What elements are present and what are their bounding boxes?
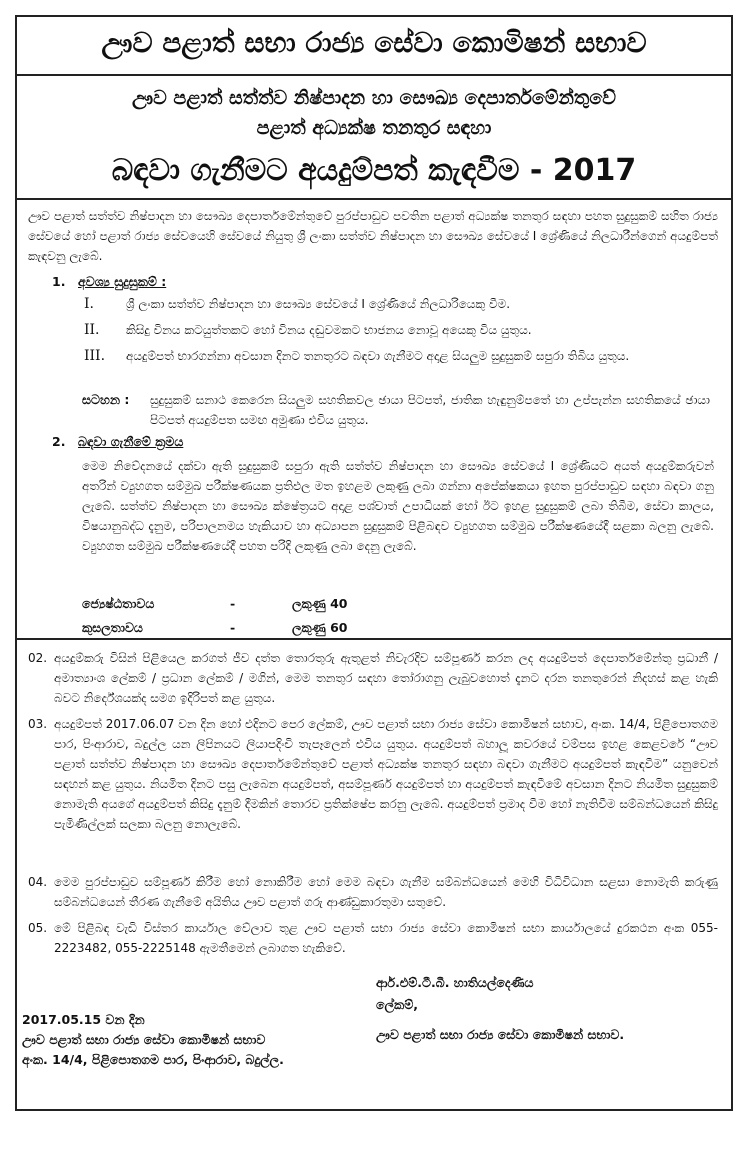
requirement-text: කිසිදු විනය කටයුත්තකට හෝ විනය දඬුවමකට භාජනය නොවූ අයෙකු විය යුතුය. (126, 323, 532, 337)
requirement-text: ශ්‍රී ලංකා සත්ත්ව නිෂ්පාදන හා සෞඛ්‍ය සේවයේ I ශ්‍රේණියේ නිලධාරියෙකු වීම. (126, 297, 511, 311)
section-number: 1. (52, 274, 66, 289)
requirement-item (84, 320, 704, 340)
score-row (82, 618, 382, 638)
footer-organization: ඌව පළාත් සභා රාජ්‍ය සේවා කොමිෂන් සභාව (22, 1032, 266, 1047)
clause-text: අයදුම්කරු විසින් පිළියෙල කරගත් ජීව දත්ත තොරතුරු ඇතුළත් නිවැරදිව සම්පූර්ණ කරන ලද අයදුම්පත් දෙපාර්තමේන්තු ප්‍රධානී / අමාත්‍යාංශ ලේකම් / ප්‍රධාන ලේකම් / මගින්, මෙම තනතුර සඳහා තෝරාගනු ලැබුවහොත් දැනට දරන තනතුරෙන් නිදහස් කළ හැකි බවට නිර්දේශයක්ද සමග ඉදිරිපත් කළ යුතුය. (54, 651, 718, 705)
requirement-number: III. (84, 348, 106, 364)
requirement-item (84, 346, 704, 386)
post-line: පළාත් අධ්‍යක්ෂ තනතුර සඳහා (256, 117, 492, 139)
clause-number: 04. (28, 875, 48, 889)
requirement-item (84, 294, 704, 314)
signatory-organization: ඌව පළාත් සභා රාජ්‍ය සේවා කොමිෂන් සභාව. (376, 1027, 625, 1042)
commission-title: ඌව පළාත් සභා රාජ්‍ය සේවා කොමිෂන් සභාව (101, 26, 647, 59)
department-line: ඌව පළාත් සත්ත්ව නිෂ්පාදන හා සෞඛ්‍ය දෙපාර්තමේන්තුවේ (132, 87, 616, 109)
selection-method-text: මෙම නිවේදනයේ දක්වා ඇති සුදුසුකම් සපුරා ඇති සත්ත්ව නිෂ්පාදන හා සෞඛ්‍ය සේවයේ I ශ්‍රේණියට අයත් අයදුම්කරුවන් අතරින් ව්‍යුහගත සම්මුඛ පරීක්ෂණයක ප්‍රතිඵල මත ඉහළම ලකුණු ලබා ගන්නා අපේක්ෂකයා ඉහත පුරප්පාඩුව සඳහා බඳවා ගනු ලැබේ. සත්ත්ව නිෂ්පාදන හා සෞඛ්‍ය ක්ෂේත්‍රයට අදාළ පශ්චාත් උපාධියක් හෝ ඊට ඉහළ සුදුසුකම් ලබා තිබීම, සේවා කාලය, විෂයානුබද්ධ දැනුම, පරිපාලනමය හැකියාව හා අධ්‍යාපන සුදුසුකම් පිළිබඳව ව්‍යුහගත සම්මුඛ පරීක්ෂණයේදී සළකා බලනු ලැබේ. ව්‍යුහගත සම්මුඛ පරීක්ෂණයේදී පහත පරිදි ලකුණු ලබා දෙනු ලැබේ. (82, 459, 714, 553)
header-divider (17, 74, 731, 76)
section-1-heading (52, 272, 166, 292)
score-value: ලකුණු 60 (292, 620, 348, 635)
score-dash: - (230, 620, 236, 635)
clause-text: මේ පිළිබඳ වැඩි විස්තර කාර්යාල වේලාව තුළ ඌව පළාත් සභා රාජ්‍ය සේවා කොමිෂන් සභා කාර්යාලයේ දුරකථන අංක 055-2223482, 055-2225148 ඇමතීමෙන් ලබාගත හැකිවේ. (54, 921, 718, 955)
requirement-text: අයදුම්පත් භාරගන්නා අවසාන දිනට තනතුරට බඳවා ගැනීමට අදාළ සියලුම සුදුසුකම් සපුරා තිබිය යුතුය. (126, 349, 630, 363)
footer-address: අංක. 14/4, පිළිපොතගම පාර, පිංආරාව, බදුල්ල. (22, 1052, 284, 1067)
issue-date: 2017.05.15 වන දින (22, 1012, 145, 1027)
note-text: සුදුසුකම් සනාථ කෙරෙන සියලුම සහතිකවල ඡායා පිටපත්, ජාතික හැඳුනුම්පතේ හා උප්පැන්න සහතිකයේ ඡායා පිටපත් අයදුම්පත සමඟ අමුණා එවිය යුතුය. (150, 393, 710, 427)
score-row (82, 594, 382, 614)
section-title: බඳවා ගැනීමේ ක්‍රමය (78, 434, 184, 449)
score-label: කුසලතාවය (82, 620, 143, 635)
title-divider (17, 198, 731, 200)
section-2-heading (52, 432, 183, 452)
score-value: ලකුණු 40 (292, 596, 348, 611)
section-title: අවශ්‍ය සුදුසුකම් : (78, 274, 167, 289)
section-divider (17, 638, 731, 640)
requirement-number: I. (84, 296, 94, 312)
note-label: සටහන : (82, 392, 130, 407)
numbered-clause (28, 714, 718, 874)
clause-number: 02. (28, 651, 48, 665)
clause-text: අයදුම්පත් 2017.06.07 වන දින හෝ එදිනට පෙර ලේකම්, ඌව පළාත් සභා රාජ්‍ය සේවා කොමිෂන් සභාව, අංක. 14/4, පිළිපොතගම පාර, පිංආරාව, බදුල්ල යන ලිපිනයට ලියාපදිංචි තැපෑලෙන් එවිය යුතුය. අයදුම්පත් බහාලූ කවරයේ වම්පස ඉහළ කෙළවරේ “ඌව පළාත් සත්ත්ව නිෂ්පාදන හා සෞඛ්‍ය දෙපාර්තමේන්තුවේ පළාත් අධ්‍යක්ෂ තනතුර සඳහා බඳවා ගැනීමට අයදුම්පත් කැඳවීම” යනුවෙන් සඳහන් කළ යුතුය. නියමිත දිනට පසු ලැබෙන අයදුම්පත්, අසම්පූර්ණ අයදුම්පත් හා අයදුම්පත් කැඳවීමේ අවසාන දිනට නියමිත සුදුසුකම් නොමැති අයගේ අයදුම්පත් කිසිදු දැනුම් දීමකින් තොරව ප්‍රතික්ෂේප කරනු ලැබේ. අයදුම්පත් ප්‍රමාද වීම හෝ නැතිවීම සම්බන්ධයෙන් කිසිදු පැමිණිල්ලක් සලකා බලනු නොලැබේ. (54, 717, 718, 831)
clause-number: 05. (28, 921, 48, 935)
intro-paragraph: ඌව පළාත් සත්ත්ව නිෂ්පාදන හා සෞඛ්‍ය දෙපාර්තමේන්තුවේ පුරප්පාඩුව පවතින පළාත් අධ්‍යක්ෂ තනතුර සඳහා පහත සුදුසුකම් සහිත රාජ්‍ය සේවයේ හෝ පළාත් රාජ්‍ය සේවයෙහි සේවයේ නියුතු ශ්‍රී ලංකා සත්ත්ව නිෂ්පාදන හා සෞඛ්‍ය සේවයේ I ශ්‍රේණියේ නිලධාරීන්ගෙන් අයදුම්පත් කැඳවනු ලැබේ. (28, 209, 718, 263)
notice-title: බඳවා ගැනීමට අයදුම්පත් කැඳවීම - 2017 (111, 153, 637, 188)
section-number: 2. (52, 434, 66, 449)
note-block (82, 390, 712, 430)
requirement-number: II. (84, 322, 100, 338)
clause-text: මෙම පුරප්පාඩුව සම්පූර්ණ කිරීම හෝ නොකිරීම හෝ මෙම බඳවා ගැනීම සම්බන්ධයෙන් මෙහි විධිවිධාන සළසා නොමැති කරුණු සම්බන්ධයෙන් තීරණ ගැනීමේ අයිතිය ඌව පළාත් ගරු ආණ්ඩුකාරතුමා සතුවේ. (54, 875, 718, 909)
signatory-title: ලේකම්, (376, 997, 418, 1012)
footer-block (22, 1010, 284, 1070)
score-dash: - (230, 596, 236, 611)
score-label: ජ්‍යෙෂ්ඨතාවය (82, 596, 155, 611)
signatory-name: ආර්.එම්.ටී.බී. හාතියල්දෙණිය (376, 975, 534, 990)
clause-number: 03. (28, 717, 48, 731)
numbered-clause (28, 648, 718, 708)
numbered-clause (28, 872, 718, 912)
numbered-clause (28, 918, 718, 958)
